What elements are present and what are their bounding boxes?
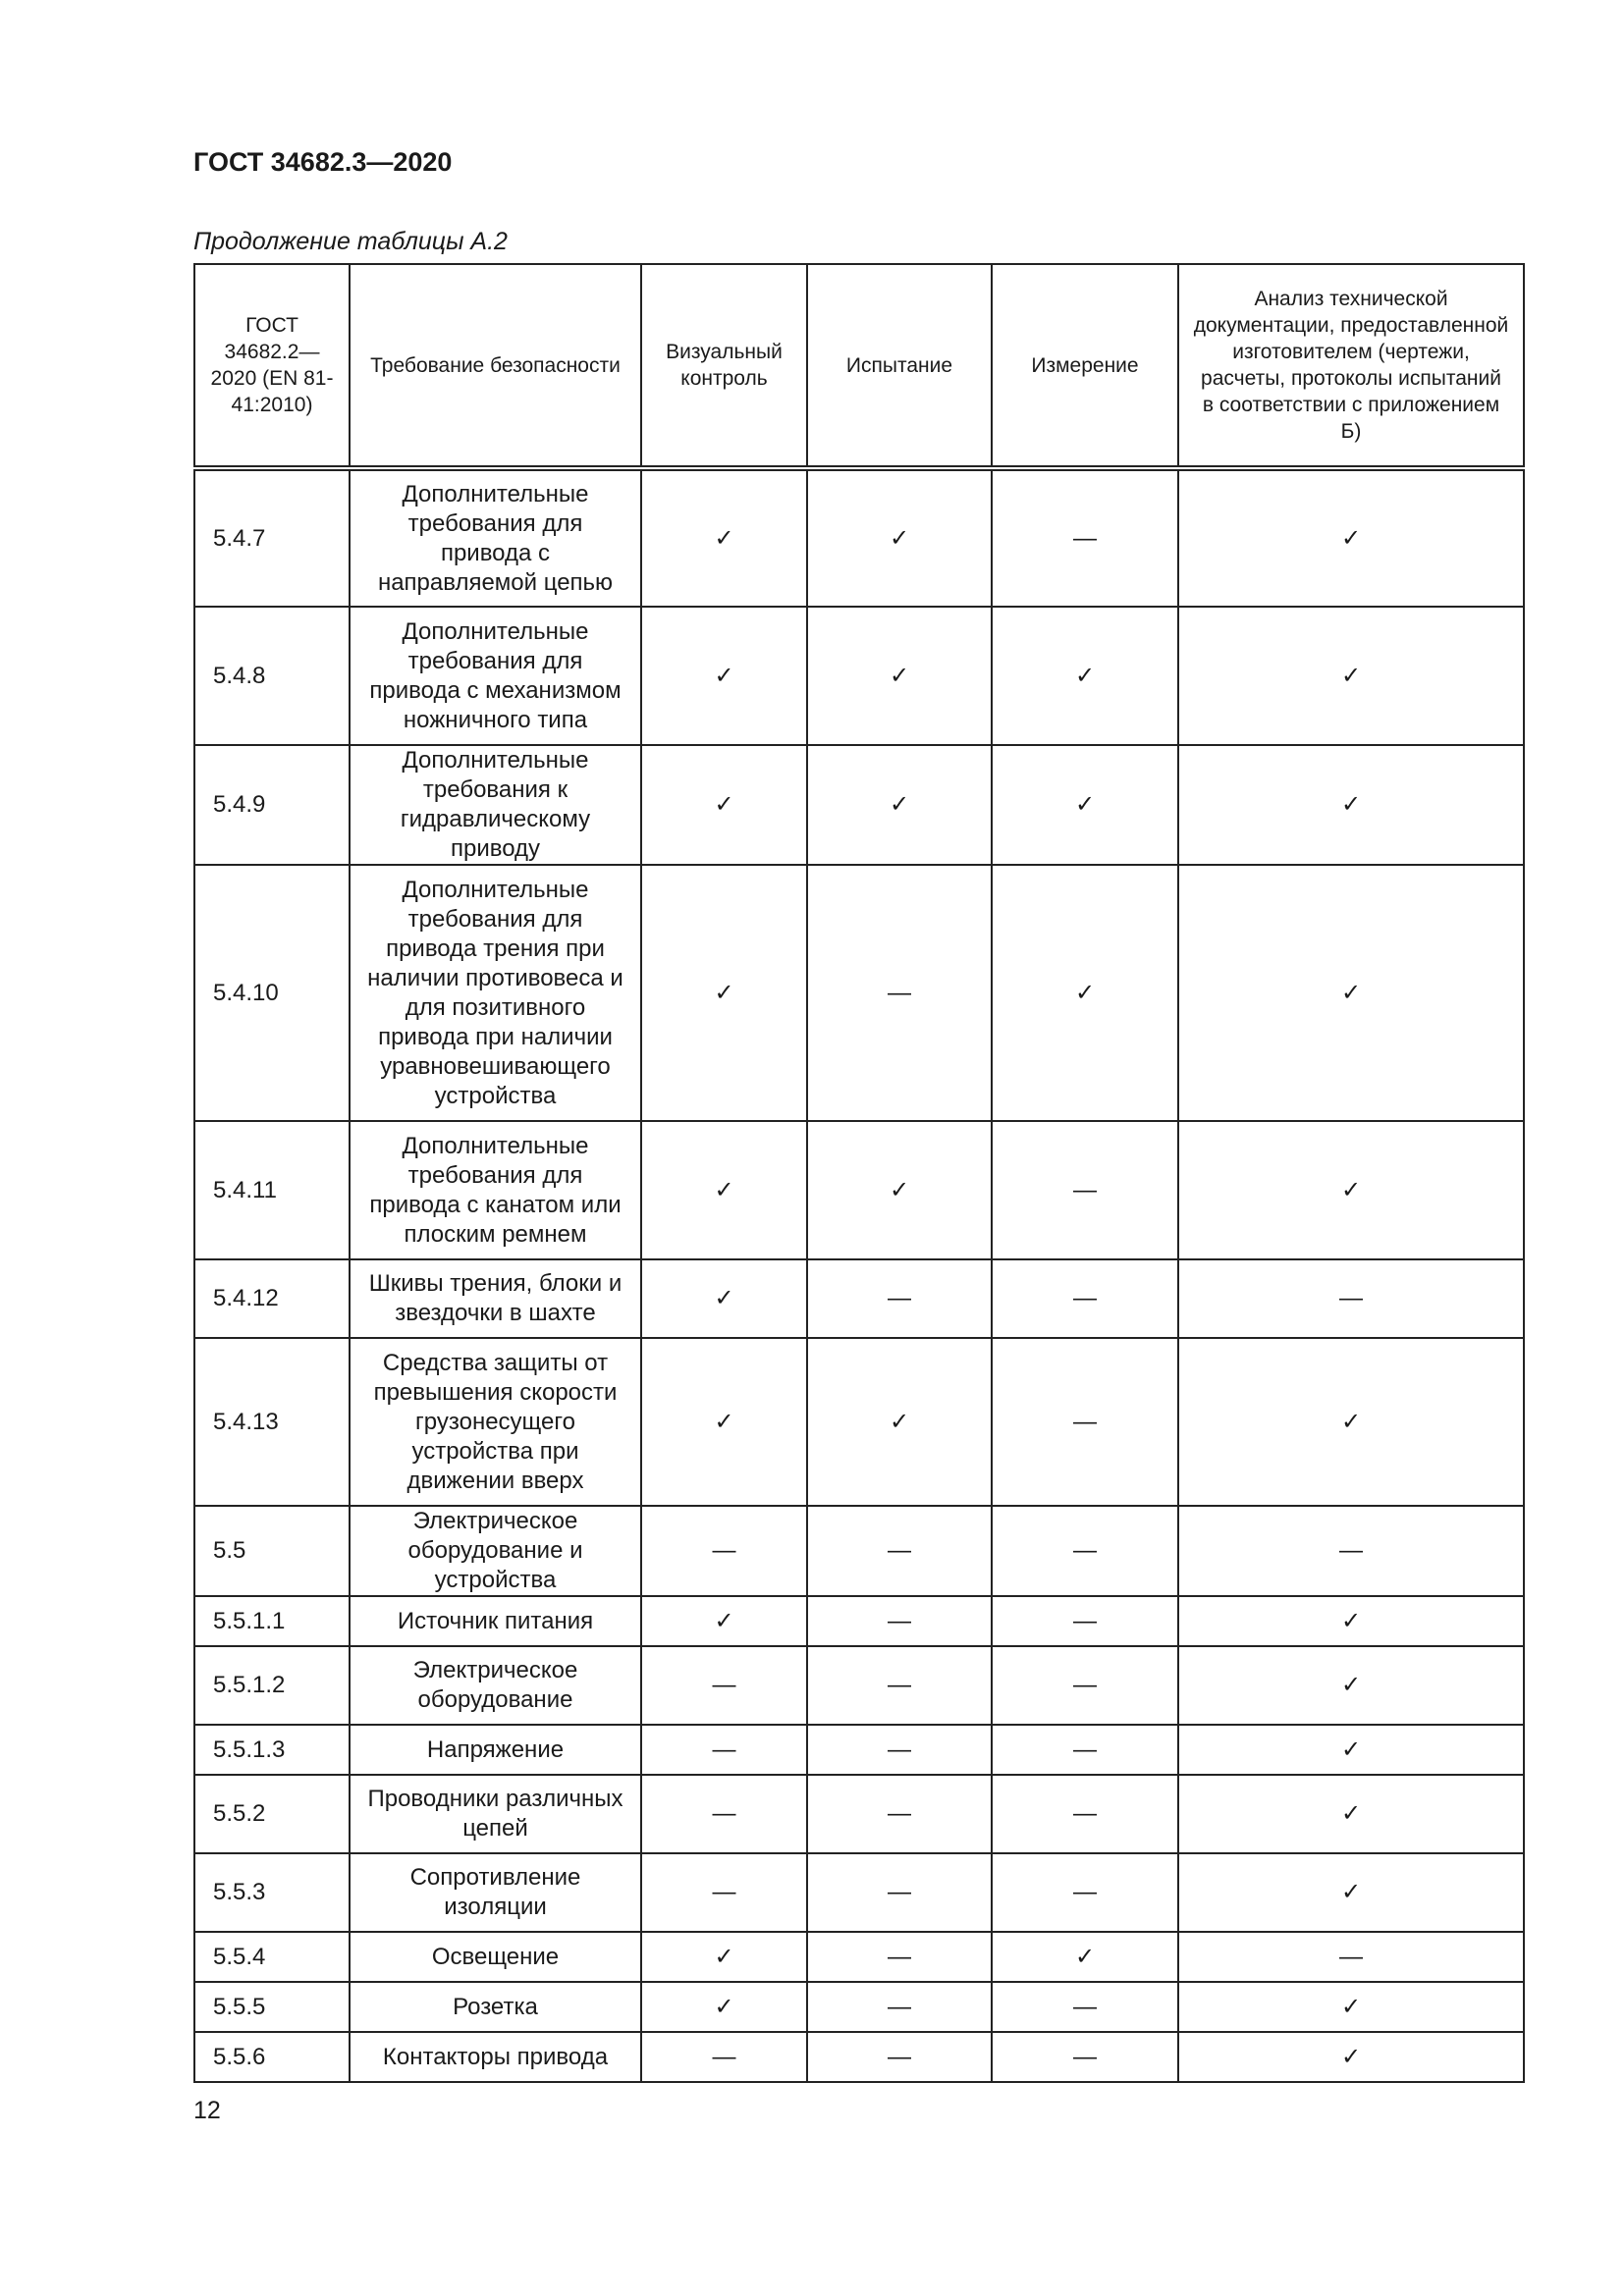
visual-mark: ✓ [641, 1338, 807, 1506]
table-row [194, 468, 1524, 607]
requirement-text: Розетка [350, 1982, 641, 2032]
clause-code: 5.5.1.3 [194, 1725, 350, 1775]
analysis-mark: ✓ [1178, 1338, 1524, 1506]
test-mark: — [807, 1982, 992, 2032]
clause-code: 5.4.10 [194, 865, 350, 1121]
requirement-text: Дополнительные требования к гидравлическому приводу [350, 745, 641, 865]
visual-mark: — [641, 1506, 807, 1596]
clause-code: 5.5.6 [194, 2032, 350, 2082]
visual-mark: ✓ [641, 1932, 807, 1982]
clause-code: 5.4.9 [194, 745, 350, 865]
visual-mark: — [641, 1775, 807, 1853]
test-mark: — [807, 1853, 992, 1932]
measure-mark: — [992, 1982, 1178, 2032]
measure-mark: — [992, 1259, 1178, 1338]
visual-mark: — [641, 1646, 807, 1725]
clause-code: 5.4.12 [194, 1259, 350, 1338]
document-code: ГОСТ 34682.3—2020 [193, 147, 453, 177]
test-mark: — [807, 865, 992, 1121]
clause-code: 5.5.1.2 [194, 1646, 350, 1725]
table-row [194, 1725, 1524, 1775]
table-row [194, 1596, 1524, 1646]
test-mark: — [807, 1506, 992, 1596]
analysis-mark: ✓ [1178, 865, 1524, 1121]
requirement-text: Шкивы трения, блоки и звездочки в шахте [350, 1259, 641, 1338]
measure-mark: ✓ [992, 745, 1178, 865]
analysis-mark: ✓ [1178, 1121, 1524, 1259]
analysis-mark: ✓ [1178, 1596, 1524, 1646]
test-mark: — [807, 1725, 992, 1775]
measure-mark: — [992, 1725, 1178, 1775]
requirement-text: Контакторы привода [350, 2032, 641, 2082]
clause-code: 5.4.11 [194, 1121, 350, 1259]
header-test: Испытание [807, 264, 992, 468]
table-row [194, 1506, 1524, 1596]
test-mark: ✓ [807, 1121, 992, 1259]
table-body [194, 468, 1524, 2082]
analysis-mark: ✓ [1178, 2032, 1524, 2082]
requirement-text: Электрическое оборудование [350, 1646, 641, 1725]
table-row [194, 865, 1524, 1121]
header-measurement: Измерение [992, 264, 1178, 468]
analysis-mark: ✓ [1178, 1646, 1524, 1725]
requirement-text: Источник питания [350, 1596, 641, 1646]
visual-mark: — [641, 2032, 807, 2082]
analysis-mark: ✓ [1178, 1775, 1524, 1853]
measure-mark: ✓ [992, 865, 1178, 1121]
clause-code: 5.4.7 [194, 468, 350, 607]
header-standard: ГОСТ 34682.2—2020 (EN 81-41:2010) [194, 264, 350, 468]
measure-mark: — [992, 1646, 1178, 1725]
test-mark: — [807, 2032, 992, 2082]
analysis-mark: ✓ [1178, 468, 1524, 607]
measure-mark: — [992, 1338, 1178, 1506]
analysis-mark: ✓ [1178, 1725, 1524, 1775]
table-row [194, 1775, 1524, 1853]
measure-mark: — [992, 1596, 1178, 1646]
clause-code: 5.5.4 [194, 1932, 350, 1982]
clause-code: 5.5.3 [194, 1853, 350, 1932]
analysis-mark: ✓ [1178, 1982, 1524, 2032]
requirements-table [193, 263, 1525, 2083]
analysis-mark: — [1178, 1932, 1524, 1982]
measure-mark: ✓ [992, 1932, 1178, 1982]
clause-code: 5.5 [194, 1506, 350, 1596]
requirement-text: Дополнительные требования для привода с механизмом ножничного типа [350, 607, 641, 745]
visual-mark: ✓ [641, 468, 807, 607]
visual-mark: ✓ [641, 865, 807, 1121]
test-mark: — [807, 1932, 992, 1982]
test-mark: ✓ [807, 607, 992, 745]
clause-code: 5.5.2 [194, 1775, 350, 1853]
requirement-text: Средства защиты от превышения скорости грузонесущего устройства при движении вверх [350, 1338, 641, 1506]
measure-mark: — [992, 468, 1178, 607]
visual-mark: — [641, 1725, 807, 1775]
requirement-text: Освещение [350, 1932, 641, 1982]
table-row [194, 1982, 1524, 2032]
page-number: 12 [193, 2097, 221, 2124]
measure-mark: — [992, 1853, 1178, 1932]
requirement-text: Дополнительные требования для привода с канатом или плоским ремнем [350, 1121, 641, 1259]
visual-mark: ✓ [641, 1596, 807, 1646]
visual-mark: — [641, 1853, 807, 1932]
visual-mark: ✓ [641, 1982, 807, 2032]
table-row [194, 745, 1524, 865]
measure-mark: — [992, 1506, 1178, 1596]
visual-mark: ✓ [641, 1259, 807, 1338]
test-mark: — [807, 1646, 992, 1725]
analysis-mark: ✓ [1178, 745, 1524, 865]
requirement-text: Напряжение [350, 1725, 641, 1775]
header-documentation-analysis: Анализ технической документации, предоставленной изготовителем (чертежи, расчеты, протоколы испытаний в соответствии с приложением Б) [1178, 264, 1524, 468]
visual-mark: ✓ [641, 745, 807, 865]
clause-code: 5.4.8 [194, 607, 350, 745]
visual-mark: ✓ [641, 607, 807, 745]
analysis-mark: — [1178, 1259, 1524, 1338]
test-mark: ✓ [807, 468, 992, 607]
requirement-text: Дополнительные требования для привода трения при наличии противовеса и для позитивного привода при наличии уравновешивающего устройства [350, 865, 641, 1121]
analysis-mark: — [1178, 1506, 1524, 1596]
measure-mark: ✓ [992, 607, 1178, 745]
analysis-mark: ✓ [1178, 1853, 1524, 1932]
table-row [194, 1932, 1524, 1982]
table-caption: Продолжение таблицы А.2 [193, 228, 508, 255]
header-requirement: Требование безопасности [350, 264, 641, 468]
measure-mark: — [992, 2032, 1178, 2082]
requirement-text: Проводники различных цепей [350, 1775, 641, 1853]
test-mark: ✓ [807, 745, 992, 865]
clause-code: 5.4.13 [194, 1338, 350, 1506]
requirement-text: Сопротивление изоляции [350, 1853, 641, 1932]
table-row [194, 607, 1524, 745]
table-row [194, 1853, 1524, 1932]
clause-code: 5.5.5 [194, 1982, 350, 2032]
table-row [194, 2032, 1524, 2082]
visual-mark: ✓ [641, 1121, 807, 1259]
test-mark: — [807, 1259, 992, 1338]
table-row [194, 1121, 1524, 1259]
test-mark: — [807, 1775, 992, 1853]
measure-mark: — [992, 1121, 1178, 1259]
measure-mark: — [992, 1775, 1178, 1853]
table-row [194, 1259, 1524, 1338]
requirement-text: Электрическое оборудование и устройства [350, 1506, 641, 1596]
requirement-text: Дополнительные требования для привода с направляемой цепью [350, 468, 641, 607]
test-mark: ✓ [807, 1338, 992, 1506]
table-header-row [194, 264, 1524, 468]
table-row [194, 1646, 1524, 1725]
header-visual-inspection: Визуальный контроль [641, 264, 807, 468]
clause-code: 5.5.1.1 [194, 1596, 350, 1646]
table-row [194, 1338, 1524, 1506]
test-mark: — [807, 1596, 992, 1646]
analysis-mark: ✓ [1178, 607, 1524, 745]
